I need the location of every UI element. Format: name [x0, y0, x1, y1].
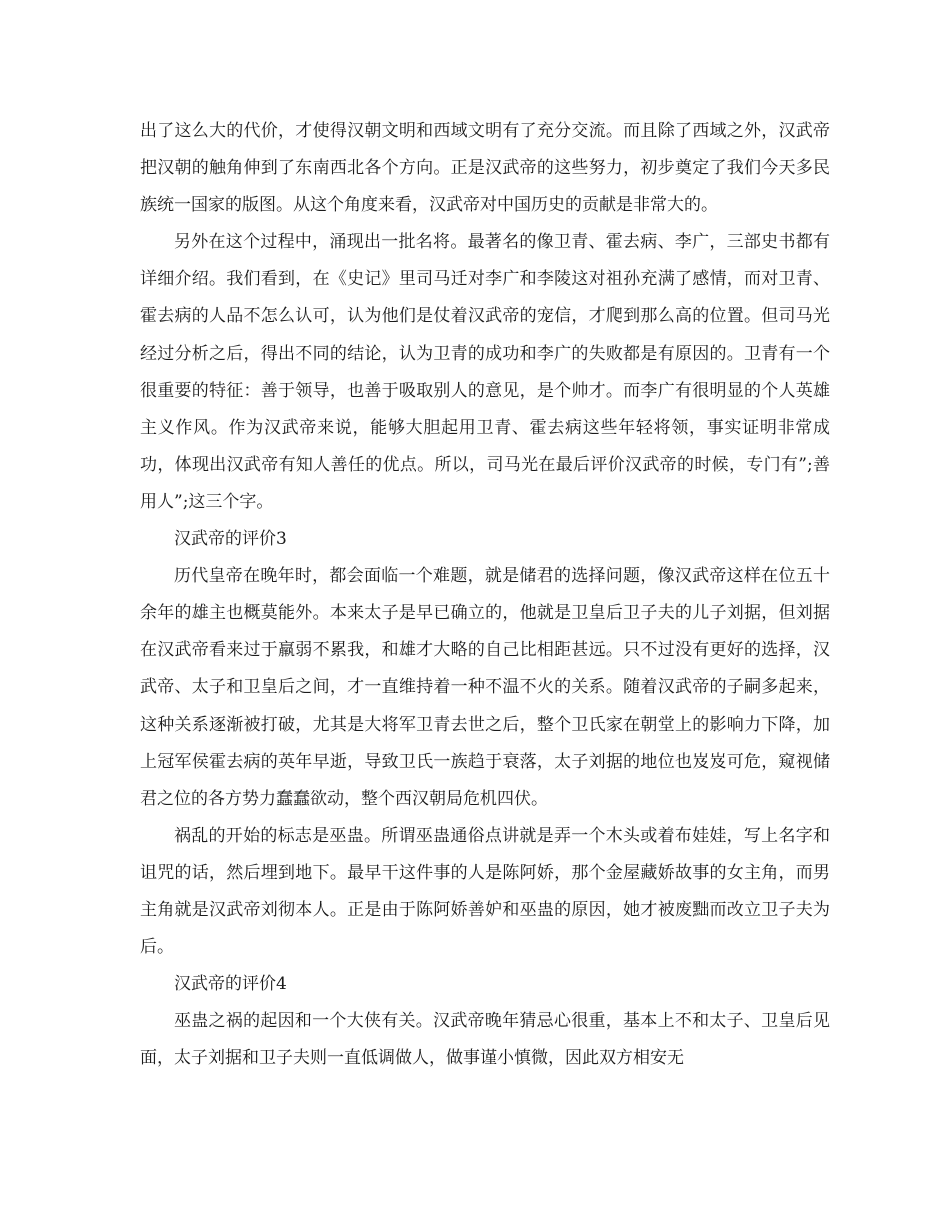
paragraph-succession-problem: 历代皇帝在晚年时，都会面临一个难题，就是储君的选择问题，像汉武帝这样在位五十余年的雄主也概莫能外。本来太子是早已确立的，他就是卫皇后卫子夫的儿子刘据，但刘据在汉武帝看来过于羸弱不累我，和雄才大略的自己比相距甚远。只不过没有更好的选择，汉武帝、太子和卫皇后之间，才一直维持着一种不温不火的关系。随着汉武帝的子嗣多起来，这种关系逐渐被打破，尤其是大将军卫青去世之后，整个卫氏家在朝堂上的影响力下降，加上冠军侯霍去病的英年早逝，导致卫氏一族趋于衰落，太子刘据的地位也岌岌可危，窥视储君之位的各方势力蠢蠢欲动，整个西汉朝局危机四伏。 [140, 566, 830, 809]
paragraph-famous-generals: 另外在这个过程中，涌现出一批名将。最著名的像卫青、霍去病、李广，三部史书都有详细介绍。我们看到，在《史记》里司马迁对李广和李陵这对祖孙充满了感情，而对卫青、霍去病的人品不怎么认可，认为他们是仗着汉武帝的宠信，才爬到那么高的位置。但司马光经过分析之后，得出不同的结论，认为卫青的成功和李广的失败都是有原因的。卫青有一个很重要的特征：善于领导，也善于吸取别人的意见，是个帅才。而李广有很明显的个人英雄主义作风。作为汉武帝来说，能够大胆起用卫青、霍去病这些年轻将领，事实证明非常成功，体现出汉武帝有知人善任的优点。所以，司马光在最后评价汉武帝的时候，专门有”;善用人”;这三个字。 [140, 232, 830, 512]
section-heading-evaluation-4: 汉武帝的评价4 [174, 974, 287, 995]
paragraph-witchcraft-disaster: 巫蛊之祸的起因和一个大侠有关。汉武帝晚年猜忌心很重，基本上不和太子、卫皇后见面，太子刘据和卫子夫则一直低调做人，做事谨小慎微，因此双方相安无 [140, 1011, 830, 1069]
document-body [140, 113, 830, 1077]
paragraph-witchcraft-origin: 祸乱的开始的标志是巫蛊。所谓巫蛊通俗点讲就是弄一个木头或着布娃娃，写上名字和诅咒的话，然后埋到地下。最早干这件事的人是陈阿娇，那个金屋藏娇故事的女主角，而男主角就是汉武帝刘彻本人。正是由于陈阿娇善妒和巫蛊的原因，她才被废黜而改立卫子夫为后。 [140, 825, 830, 958]
paragraph-continuation: 出了这么大的代价，才使得汉朝文明和西域文明有了充分交流。而且除了西域之外，汉武帝把汉朝的触角伸到了东南西北各个方向。正是汉武帝的这些努力，初步奠定了我们今天多民族统一国家的版图。从这个角度来看，汉武帝对中国历史的贡献是非常大的。 [140, 121, 830, 216]
section-heading-evaluation-3: 汉武帝的评价3 [174, 529, 287, 550]
